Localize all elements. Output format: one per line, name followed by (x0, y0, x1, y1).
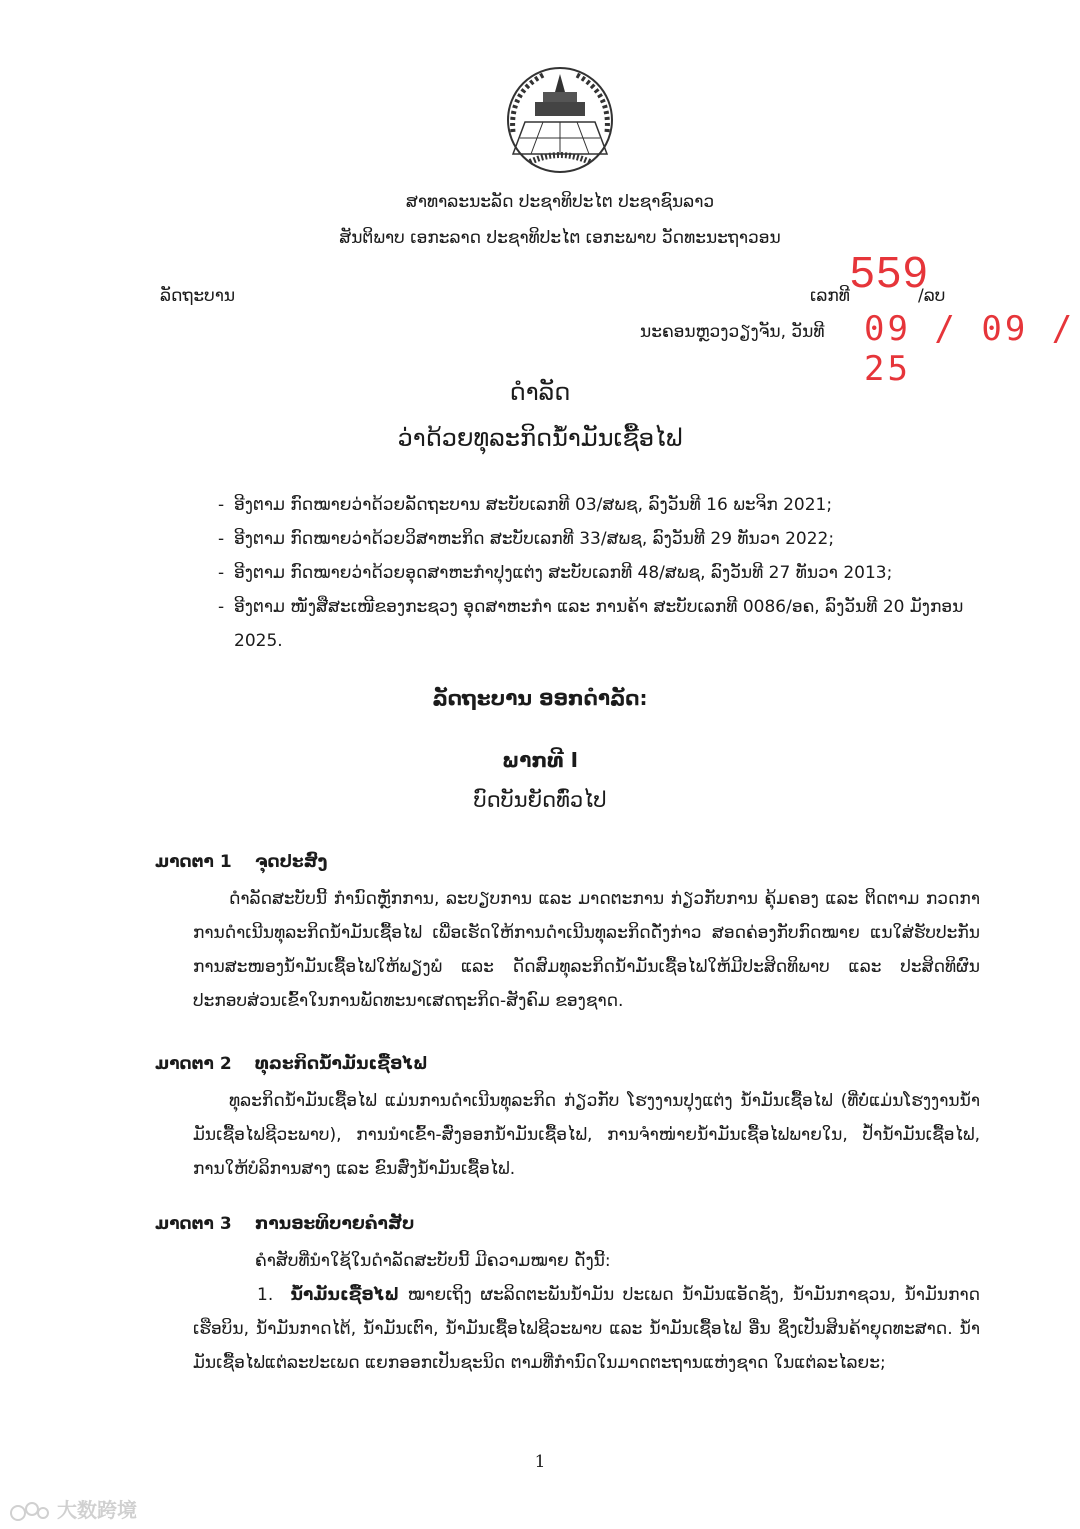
watermark-logo-icon (10, 1501, 50, 1523)
article-text: ດຳລັດສະບັບນີ້ ກຳນົດຫຼັກການ, ລະບຽບການ ແລະ ມາດຕະການ ກ່ຽວກັບການ ຄຸ້ມຄອງ ແລະ ຕິດຕາມ ກວດກາ ການດຳເນີນທຸລະກິດນ້ຳມັນເຊື້ອໄຟ ເພື່ອເຮັດໃຫ້ການດຳເນີນທຸລະກິດດັ່ງກ່າວ ສອດຄ່ອງກັບກົດໝາຍ ແນໃສ່ຮັບປະກັນການສະໜອງນ້ຳມັນເຊື້ອໄຟໃຫ້ພຽງພໍ ແລະ ດັດສົມທຸລະກິດນ້ຳມັນເຊື້ອໄຟໃຫ້ມີປະສິດທິພາບ ແລະ ປະສິດທິຜົນ ປະກອບສ່ວນເຂົ້າໃນການພັດທະນາເສດຖະກິດ-ສັງຄົມ ຂອງຊາດ. (193, 889, 980, 1011)
reference-item: - ອີງຕາມ ກົດໝາຍວ່າດ້ວຍວິສາຫະກິດ ສະບັບເລກທີ 33/ສພຊ, ລົງວັນທີ 29 ທັນວາ 2022; (218, 529, 835, 549)
article-heading: ມາດຕາ 2 ທຸລະກິດນ້ຳມັນເຊື້ອໄຟ (155, 1054, 428, 1074)
article-intro: ຄຳສັບທີ່ນຳໃຊ້ໃນດຳລັດສະບັບນີ້ ມີຄວາມໝາຍ ດັ່ງນີ້: (255, 1251, 611, 1271)
issuance-statement: ລັດຖະບານ ອອກດຳລັດ: (432, 686, 648, 710)
date-label: ນະຄອນຫຼວງວຽງຈັນ, ວັນທີ (640, 322, 825, 342)
article-2 (155, 1054, 980, 1186)
article-text (155, 1244, 980, 1380)
country-name: ສາທາລະນະລັດ ປະຊາທິປະໄຕ ປະຊາຊົນລາວ (405, 192, 715, 212)
stamped-date: 09 / 09 / 25 (864, 309, 1076, 389)
issuer: ລັດຖະບານ (160, 286, 236, 306)
number-label: ເລກທີ (810, 286, 850, 306)
reference-item: - ອີງຕາມ ໜັງສືສະເໜີຂອງກະຊວງ ອຸດສາຫະກຳ ແລະ ການຄ້າ ສະບັບເລກທີ 0086/ອຄ, ລົງວັນທີ 20 ມັງກອນ 2025. (218, 597, 964, 651)
reference-item: - ອີງຕາມ ກົດໝາຍວ່າດ້ວຍອຸດສາຫະກຳປຸງແຕ່ງ ສະບັບເລກທີ 48/ສພຊ, ລົງວັນທີ 27 ທັນວາ 2013; (218, 563, 893, 583)
article-heading: ມາດຕາ 1 ຈຸດປະສົງ (155, 852, 328, 872)
number-suffix: /ລບ (918, 286, 946, 306)
part-label: ພາກທີ I (501, 748, 579, 772)
article-3 (155, 1214, 980, 1380)
page-number: 1 (534, 1452, 546, 1472)
article-1 (155, 852, 980, 1018)
watermark: 大数跨境 (10, 1494, 137, 1523)
national-motto: ສັນຕິພາບ ເອກະລາດ ປະຊາທິປະໄຕ ເອກະພາບ ວັດທະນະຖາວອນ (339, 228, 781, 248)
stamped-document-number: 559 (850, 248, 930, 297)
legal-references (218, 488, 988, 658)
part-title: ບົດບັນຍັດທົ່ວໄປ (473, 788, 607, 812)
national-emblem-icon (495, 62, 625, 182)
definition-item: 1. ນ້ຳມັນເຊື້ອໄຟ ໝາຍເຖິງ ຜະລິດຕະພັນນ້ຳມັນ ປະເພດ ນ້ຳມັນແອັດຊັງ, ນ້ຳມັນກາຊວນ, ນ້ຳມັນກາດເຮືອບິນ, ນ້ຳມັນກາດໄຕ້, ນ້ຳມັນເຕົາ, ນ້ຳມັນເຊື້ອໄຟຊີວະພາບ ແລະ ນ້ຳມັນເຊື້ອໄຟ ອື່ນ ຊຶ່ງເປັນສິນຄ້າຍຸດທະສາດ. ນ້ຳມັນເຊື້ອໄຟແຕ່ລະປະເພດ ແຍກອອກເປັນຊະນິດ ຕາມທີ່ກຳນົດໃນມາດຕະຖານແຫ່ງຊາດ ໃນແຕ່ລະໄລຍະ; (193, 1285, 981, 1373)
decree-title: ດຳລັດ (509, 378, 571, 406)
reference-item: - ອີງຕາມ ກົດໝາຍວ່າດ້ວຍລັດຖະບານ ສະບັບເລກທີ 03/ສພຊ, ລົງວັນທີ 16 ພະຈິກ 2021; (218, 495, 833, 515)
decree-subject: ວ່າດ້ວຍທຸລະກິດນ້ຳມັນເຊື້ອໄຟ (397, 424, 683, 452)
article-text: ທຸລະກິດນ້ຳມັນເຊື້ອໄຟ ແມ່ນການດຳເນີນທຸລະກິດ ກ່ຽວກັບ ໂຮງງານປຸງແຕ່ງ ນ້ຳມັນເຊື້ອໄຟ (ທີ່ບໍ່ແມ່ນໂຮງງານນ້ຳມັນເຊື້ອໄຟຊີວະພາບ), ການນຳເຂົ້າ-ສົ່ງອອກນ້ຳມັນເຊື້ອໄຟ, ການຈຳໜ່າຍນ້ຳມັນເຊື້ອໄຟພາຍໃນ, ປ້ຳນ້ຳມັນເຊື້ອໄຟ, ການໃຫ້ບໍລິການສາງ ແລະ ຂົນສົ່ງນ້ຳມັນເຊື້ອໄຟ. (193, 1091, 980, 1179)
article-heading: ມາດຕາ 3 ການອະທິບາຍຄຳສັບ (155, 1214, 415, 1234)
